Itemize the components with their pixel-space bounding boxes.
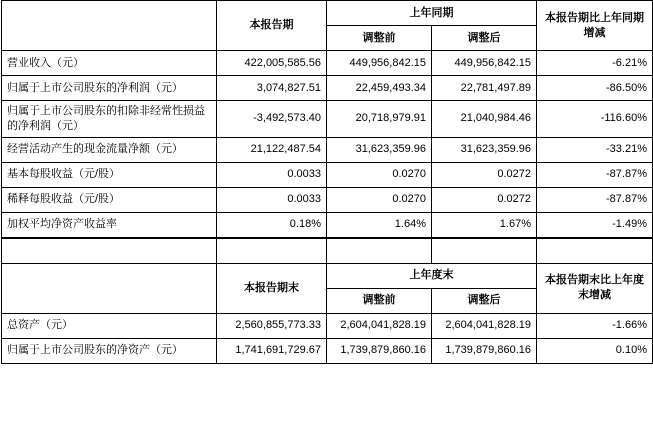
table-row [2,313,653,338]
header-change-group: 本报告期比上年同期增减 [537,1,653,51]
row-current-value: 0.0033 [217,162,327,187]
row-prev-before-value: 20,718,979.91 [327,101,432,138]
header-prev-year-end-group: 上年度末 [327,263,537,288]
row-prev-before-value: 2,604,041,828.19 [327,313,432,338]
row-prev-after-value: 0.0272 [432,162,537,187]
row-label: 经营活动产生的现金流量净额（元） [2,137,217,162]
row-prev-after-value: 1,739,879,860.16 [432,338,537,363]
header-before-adjust: 调整前 [327,26,432,51]
row-current-value: 3,074,827.51 [217,76,327,101]
row-prev-before-value: 449,956,842.15 [327,51,432,76]
row-prev-before-value: 31,623,359.96 [327,137,432,162]
row-prev-before-value: 0.0270 [327,162,432,187]
row-change-value: -116.60% [537,101,653,138]
table-row [2,187,653,212]
balance-sheet-table [1,238,653,364]
header-after-adjust: 调整后 [432,288,537,313]
row-label: 总资产（元） [2,313,217,338]
row-change-value: -86.50% [537,76,653,101]
row-prev-after-value: 22,781,497.89 [432,76,537,101]
row-current-value: 0.0033 [217,187,327,212]
header-before-adjust: 调整前 [327,288,432,313]
table-header-row-top [2,1,653,26]
row-change-value: -1.66% [537,313,653,338]
header-current-period-end: 本报告期末 [217,263,327,313]
table-row [2,137,653,162]
row-change-value: -33.21% [537,137,653,162]
row-label: 归属于上市公司股东的净利润（元） [2,76,217,101]
period-results-table [1,0,653,238]
row-current-value: 1,741,691,729.67 [217,338,327,363]
row-prev-after-value: 0.0272 [432,187,537,212]
row-label: 归属于上市公司股东的净资产（元） [2,338,217,363]
row-change-value: -87.87% [537,187,653,212]
row-prev-after-value: 31,623,359.96 [432,137,537,162]
table-row [2,51,653,76]
row-prev-after-value: 1.67% [432,212,537,237]
header-prev-period-group: 上年同期 [327,1,537,26]
row-change-value: -1.49% [537,212,653,237]
row-prev-before-value: 1.64% [327,212,432,237]
table-row [2,162,653,187]
table-row [2,338,653,363]
row-label: 稀释每股收益（元/股） [2,187,217,212]
table-spacer [2,238,653,263]
row-prev-after-value: 2,604,041,828.19 [432,313,537,338]
header-after-adjust: 调整后 [432,26,537,51]
header-current-period: 本报告期 [217,1,327,51]
table-row [2,212,653,237]
row-prev-after-value: 21,040,984.46 [432,101,537,138]
row-change-value: 0.10% [537,338,653,363]
row-prev-after-value: 449,956,842.15 [432,51,537,76]
row-label: 加权平均净资产收益率 [2,212,217,237]
header-blank-cell [2,263,217,313]
table-row [2,101,653,138]
row-current-value: 0.18% [217,212,327,237]
row-prev-before-value: 22,459,493.34 [327,76,432,101]
row-prev-before-value: 0.0270 [327,187,432,212]
table2-header-row-top [2,263,653,288]
row-current-value: 21,122,487.54 [217,137,327,162]
row-prev-before-value: 1,739,879,860.16 [327,338,432,363]
row-current-value: -3,492,573.40 [217,101,327,138]
header-change-group: 本报告期末比上年度末增减 [537,263,653,313]
row-label: 归属于上市公司股东的扣除非经常性损益的净利润（元） [2,101,217,138]
row-current-value: 422,005,585.56 [217,51,327,76]
table-row [2,76,653,101]
row-change-value: -6.21% [537,51,653,76]
row-current-value: 2,560,855,773.33 [217,313,327,338]
header-blank-cell [2,1,217,51]
row-change-value: -87.87% [537,162,653,187]
row-label: 营业收入（元） [2,51,217,76]
row-label: 基本每股收益（元/股） [2,162,217,187]
